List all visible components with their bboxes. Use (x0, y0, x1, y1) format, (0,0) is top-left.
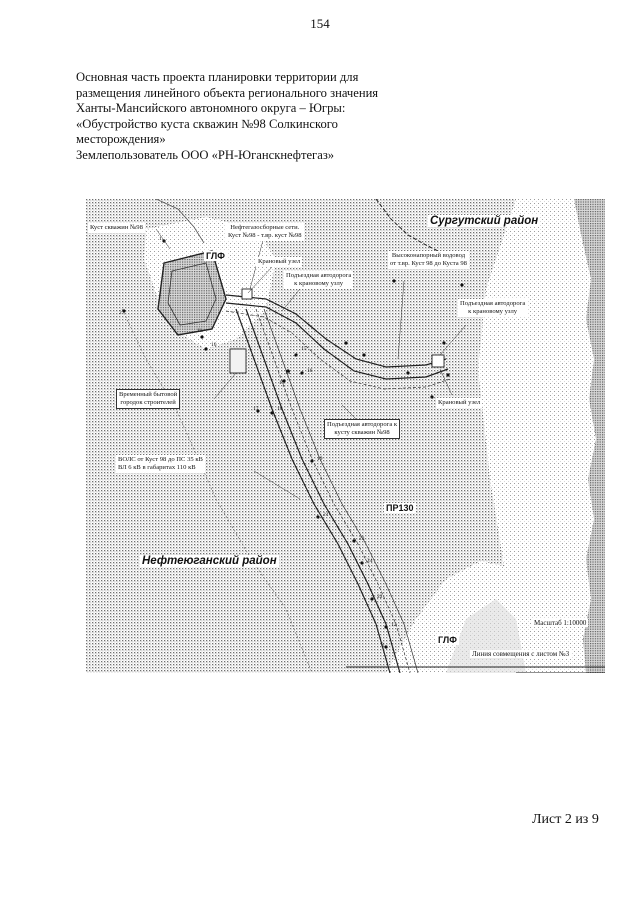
point-number: 14 (285, 370, 291, 376)
label-water-pipeline-line1: Высоконапорный водовод (391, 252, 466, 259)
point-number: 22 (377, 594, 383, 600)
label-temp-camp (116, 389, 180, 409)
label-access-road-crane-right (458, 299, 527, 317)
label-glf-bottom: ГЛФ (438, 635, 457, 645)
label-temp-camp-line1: Временный бытовой (119, 391, 178, 398)
label-access-road-crane (284, 271, 353, 289)
label-access-road-pad-line1: Подъездная автодорога к (327, 421, 398, 428)
label-water-pipeline-line2: от т.вр. Куст 98 до Куста 98 (390, 260, 467, 267)
label-temp-camp-line2: городок строителей (120, 399, 176, 406)
header-line: Основная часть проекта планировки территории для (76, 70, 359, 84)
label-oil-pipelines-line1: Нефтегазосборные сети. (230, 224, 300, 231)
header-line: месторождения» (76, 132, 166, 147)
planning-map[interactable] (86, 199, 605, 673)
point-number: 12 (391, 622, 397, 628)
sheet-label: Лист 2 из 9 (532, 812, 599, 827)
label-glf-top: ГЛФ (206, 251, 225, 261)
point-number: 15 (301, 346, 307, 352)
district-surgut: Сургутский район (430, 215, 539, 227)
point-number: 18 (277, 406, 283, 412)
point-number: 21 (323, 512, 329, 518)
point-number: 11 (197, 328, 203, 334)
label-access-road-crane-right-line2: к крановому узлу (468, 308, 518, 315)
well-pad (158, 251, 226, 335)
point-number: 1 (159, 236, 162, 242)
header-line: «Обустройство куста скважин №98 Солкинского (76, 116, 338, 131)
crane-node-box-2 (432, 355, 444, 367)
point-number: 10 (211, 342, 217, 348)
label-crane-node-top: Крановый узел (258, 258, 301, 265)
label-match-line: Линия совмещения с листом №3 (472, 650, 570, 658)
label-access-road-crane-right-line1: Подъездная автодорога (460, 300, 526, 307)
label-vols (116, 455, 205, 473)
label-well-pad: Куст скважин №98 (90, 224, 143, 231)
point-number: 23 (359, 536, 365, 542)
label-access-road-pad-line2: кусту скважин №98 (334, 429, 390, 436)
point-number: 16 (307, 368, 313, 374)
page-number: 154 (310, 16, 330, 31)
point-number: 13 (279, 380, 285, 386)
label-access-road-crane-line1: Подъездная автодорога (286, 272, 352, 279)
label-access-road-pad (324, 419, 400, 439)
document-header (76, 70, 406, 164)
label-water-pipeline (388, 251, 469, 269)
label-access-road-crane-line2: к крановому узлу (294, 280, 344, 287)
header-line: Землепользователь ООО «РН-Юганскнефтегаз» (76, 147, 335, 162)
label-oil-pipelines-line2: Куст №98 - т.вр. куст №98 (228, 232, 302, 239)
point-number: 8 (381, 642, 384, 648)
district-nefteyugansk: Нефтеюганский район (142, 555, 277, 567)
label-pr130: ПР130 (386, 503, 414, 513)
point-number: 24 (367, 558, 373, 564)
label-oil-pipelines (226, 223, 304, 241)
label-scale: Масштаб 1:10000 (534, 619, 587, 627)
point-number: 17 (253, 406, 259, 412)
temp-camp-site (230, 349, 246, 373)
point-number: 19 (317, 456, 323, 462)
header-line: размещения линейного объекта регионального значения (76, 85, 379, 100)
label-vols-line2: ВЛ 6 кВ в габаритах 110 кВ (118, 464, 196, 471)
point-number: 2 (119, 310, 122, 316)
header-line: Ханты-Мансийского автономного округа – Югры: (76, 101, 346, 116)
label-crane-node-right: Крановый узел (438, 399, 481, 406)
label-vols-line1: ВОЛС от Куст 98 до ПС 35 кВ (118, 456, 203, 463)
